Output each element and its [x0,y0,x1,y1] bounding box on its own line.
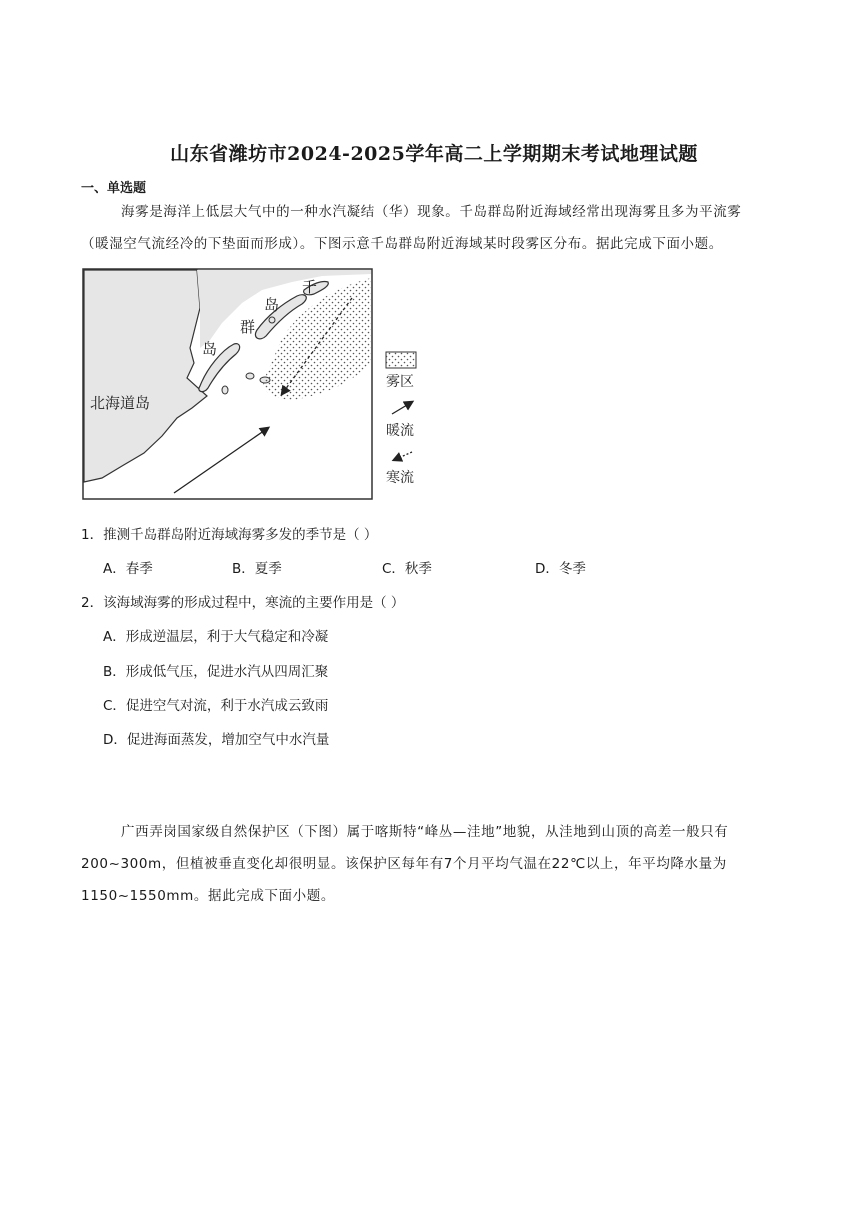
map-figure [82,268,422,504]
legend-cold-arrow [394,452,412,460]
q2-option-a[interactable]: A．形成逆温层，利于大气稳定和冷凝 [103,629,329,645]
q2-option-d[interactable]: D．促进海面蒸发，增加空气中水汽量 [103,732,330,748]
label-hokkaido: 北海道岛 [90,394,151,412]
passage-2-line-3: 1150~1550mm。据此完成下面小题。 [81,888,335,904]
legend-cold-label: 寒流 [386,470,414,486]
passage-1 [81,196,781,260]
label-kuril-1: 千 [302,278,318,296]
q2-option-c[interactable]: C．促进空气对流，利于水汽成云致雨 [103,698,329,714]
q2-option-b[interactable]: B．形成低气压，促进水汽从四周汇聚 [103,664,329,680]
q1-option-b[interactable]: B．夏季 [232,561,282,577]
legend-warm-label: 暖流 [386,423,414,439]
small-island-1 [246,373,254,379]
legend-warm-arrow [392,402,412,414]
legend-fog-label: 雾区 [386,374,414,390]
label-kuril-4: 岛 [202,340,218,358]
passage-2 [81,816,781,912]
legend-fog-swatch [386,352,416,368]
section-heading: 一、单选题 [81,181,147,196]
q1-option-d[interactable]: D．冬季 [535,561,586,577]
passage-2-line-1: 广西弄岗国家级自然保护区（下图）属于喀斯特“峰丛—洼地”地貌，从洼地到山顶的高差一般只有 [121,824,729,840]
question-2-stem: 2．该海域海雾的形成过程中，寒流的主要作用是（ ） [81,595,405,611]
question-1-stem: 1．推测千岛群岛附近海域海雾多发的季节是（ ） [81,527,378,543]
kuril-fog-map [82,268,422,504]
small-island-2 [222,386,228,394]
label-kuril-3: 群 [240,318,256,336]
q1-option-a[interactable]: A．春季 [103,561,153,577]
q1-option-c[interactable]: C．秋季 [382,561,432,577]
passage-1-line-1: 海雾是海洋上低层大气中的一种水汽凝结（华）现象。千岛群岛附近海域经常出现海雾且多为平流雾 [121,204,742,220]
passage-1-line-2: （暖湿空气流经冷的下垫面而形成）。下图示意千岛群岛附近海域某时段雾区分布。据此完成下面小题。 [81,236,723,252]
page-title: 山东省潍坊市2024-2025学年高二上学期期末考试地理试题 [170,143,698,165]
small-island-4 [269,317,275,323]
passage-2-line-2: 200~300m，但植被垂直变化却很明显。该保护区每年有7个月平均气温在22℃以上，年平均降水量为 [81,856,727,872]
label-kuril-2: 岛 [264,296,280,314]
